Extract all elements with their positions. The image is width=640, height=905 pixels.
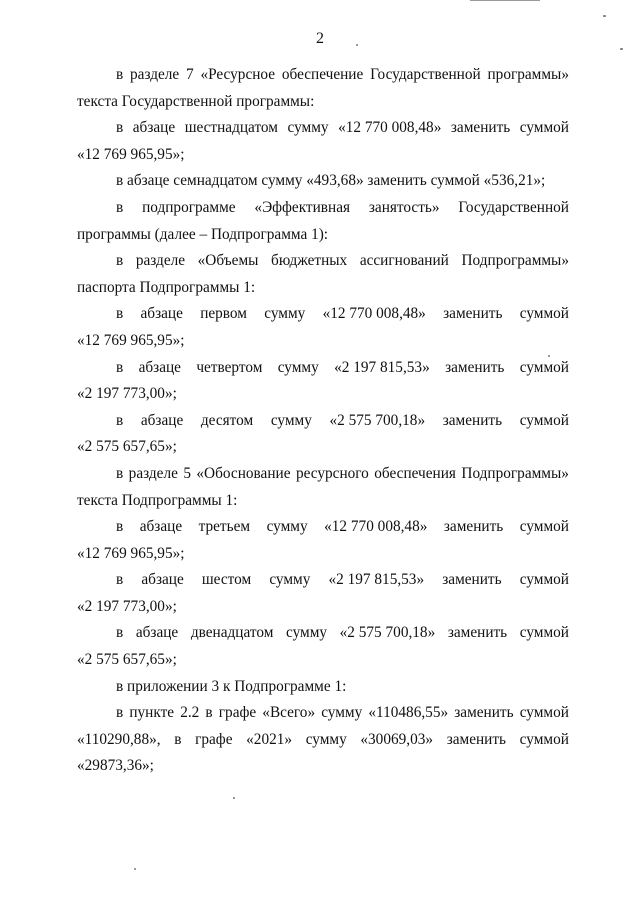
- word: ассигнований: [359, 252, 449, 270]
- word: суммой: [519, 305, 569, 323]
- text-line: текста Подпрограммы 1:: [77, 491, 238, 509]
- word: суммой: [519, 571, 569, 589]
- word: Государственной: [370, 66, 481, 83]
- word: «2 197 815,53»: [334, 358, 430, 376]
- word: 2.2: [180, 704, 200, 722]
- scan-speck: [134, 868, 136, 870]
- word: сумму: [285, 624, 328, 642]
- word: разделе: [128, 464, 178, 482]
- word: обеспечение: [281, 66, 364, 83]
- word: занятость»: [368, 198, 440, 216]
- word: абзаце: [132, 119, 176, 137]
- text-line: «12 769 965,95»;: [77, 544, 185, 562]
- word: в: [116, 358, 124, 376]
- text-line: [77, 62, 569, 89]
- word: десятом: [200, 411, 254, 429]
- word: заменить: [443, 518, 504, 536]
- text-line: текста Государственной программы:: [77, 92, 315, 110]
- page-number: 2: [316, 30, 324, 47]
- text-line: паспорта Подпрограммы 1:: [77, 278, 256, 296]
- word: сумму: [266, 518, 308, 536]
- text-line: «2 575 657,65»;: [77, 438, 177, 456]
- word: в: [116, 571, 124, 589]
- text-line: [77, 620, 569, 647]
- word: в: [116, 119, 124, 137]
- word: заменить: [443, 305, 503, 323]
- word: «Всего»: [262, 704, 316, 722]
- word: заменить: [442, 411, 503, 429]
- word: «2 197 815,53»: [328, 571, 425, 589]
- text-line: [77, 301, 569, 328]
- text-line: «12 769 965,95»;: [77, 331, 185, 349]
- word: в: [116, 464, 124, 482]
- text-line: [77, 115, 569, 142]
- word: заменить: [454, 704, 514, 722]
- word: «Обоснование: [196, 464, 291, 482]
- word: Государственной: [458, 198, 569, 216]
- word: в: [116, 704, 124, 722]
- word: обеспечения: [374, 464, 456, 482]
- text-line: «12 769 965,95»;: [77, 145, 185, 163]
- text-line: [77, 248, 569, 275]
- word: 7: [186, 66, 194, 83]
- word: двенадцатом: [190, 624, 274, 642]
- text-line: «29873,36»;: [77, 757, 154, 775]
- word: графе: [195, 730, 233, 748]
- word: суммой: [519, 411, 569, 429]
- word: в: [116, 198, 124, 216]
- text-line: в абзаце семнадцатом сумму «493,68» заменить суммой «536,21»;: [116, 172, 546, 190]
- text-line: [77, 195, 569, 222]
- word: «12 770 008,48»: [338, 119, 442, 137]
- text-line: в приложении 3 к Подпрограмме 1:: [116, 677, 347, 695]
- text-line: [77, 727, 569, 754]
- word: разделе: [135, 252, 186, 270]
- word: заменить: [445, 358, 505, 376]
- word: ресурсного: [295, 464, 369, 482]
- word: суммой: [519, 704, 569, 722]
- word: подпрограмме: [142, 198, 236, 216]
- word: абзаце: [135, 624, 179, 642]
- word: «Эффективная: [254, 198, 351, 216]
- word: сумму: [269, 571, 311, 589]
- word: в: [116, 518, 124, 536]
- text-line: [77, 514, 569, 541]
- word: абзаце: [138, 358, 181, 376]
- word: шестом: [201, 571, 252, 589]
- text-line: [77, 355, 569, 382]
- word: третьем: [198, 518, 251, 536]
- word: «12 770 008,48»: [324, 518, 428, 536]
- word: «2 575 700,18»: [339, 624, 436, 642]
- word: бюджетных: [271, 252, 348, 270]
- text-line: [77, 461, 569, 488]
- word: «30069,03»: [360, 730, 434, 748]
- word: сумму: [270, 411, 312, 429]
- word: программы»: [487, 66, 569, 83]
- word: заменить: [446, 730, 507, 748]
- word: Подпрограммы»: [461, 252, 569, 270]
- word: суммой: [519, 730, 569, 748]
- word: Подпрограммы»: [461, 464, 569, 482]
- word: в: [116, 411, 124, 429]
- word: абзаце: [141, 571, 184, 589]
- word: разделе: [130, 66, 180, 83]
- scan-speck: [603, 15, 606, 17]
- word: сумму: [287, 119, 329, 137]
- word: первом: [200, 305, 247, 323]
- word: 5: [183, 464, 191, 482]
- word: сумму: [305, 730, 347, 748]
- text-line: [77, 408, 569, 435]
- word: сумму: [264, 305, 306, 323]
- word: суммой: [519, 518, 569, 536]
- word: шестнадцатом: [184, 119, 278, 137]
- word: пункте: [129, 704, 175, 722]
- text-line: «2 197 773,00»;: [77, 385, 177, 403]
- word: заменить: [442, 571, 502, 589]
- scan-edge-line: [470, 0, 540, 1]
- word: сумму: [277, 358, 319, 376]
- word: «Ресурсное: [200, 66, 276, 83]
- word: в: [116, 252, 124, 270]
- word: суммой: [519, 624, 569, 642]
- word: четвертом: [196, 358, 263, 376]
- word: заменить: [450, 119, 511, 137]
- word: абзаце: [139, 518, 183, 536]
- word: абзаце: [140, 305, 183, 323]
- word: «Объемы: [197, 252, 259, 270]
- word: в: [116, 66, 124, 83]
- text-line: программы (далее – Подпрограмма 1):: [77, 225, 329, 243]
- word: «110486,55»: [368, 704, 449, 722]
- text-line: [77, 700, 569, 727]
- scan-speck: [620, 48, 623, 50]
- word: «2 575 700,18»: [329, 411, 426, 429]
- word: в: [116, 624, 124, 642]
- document-body: [77, 62, 569, 780]
- word: в: [116, 305, 124, 323]
- word: заменить: [447, 624, 508, 642]
- word: абзаце: [140, 411, 184, 429]
- word: суммой: [519, 119, 569, 137]
- text-line: «2 197 773,00»;: [77, 597, 177, 615]
- word: в: [174, 730, 182, 748]
- word: графе: [218, 704, 257, 722]
- scan-speck: [233, 797, 235, 799]
- text-line: [77, 567, 569, 594]
- word: «110290,88»,: [77, 730, 161, 748]
- word: сумму: [321, 704, 363, 722]
- word: «12 770 008,48»: [322, 305, 426, 323]
- text-line: «2 575 657,65»;: [77, 651, 177, 669]
- word: в: [205, 704, 213, 722]
- word: «2021»: [246, 730, 293, 748]
- word: суммой: [519, 358, 569, 376]
